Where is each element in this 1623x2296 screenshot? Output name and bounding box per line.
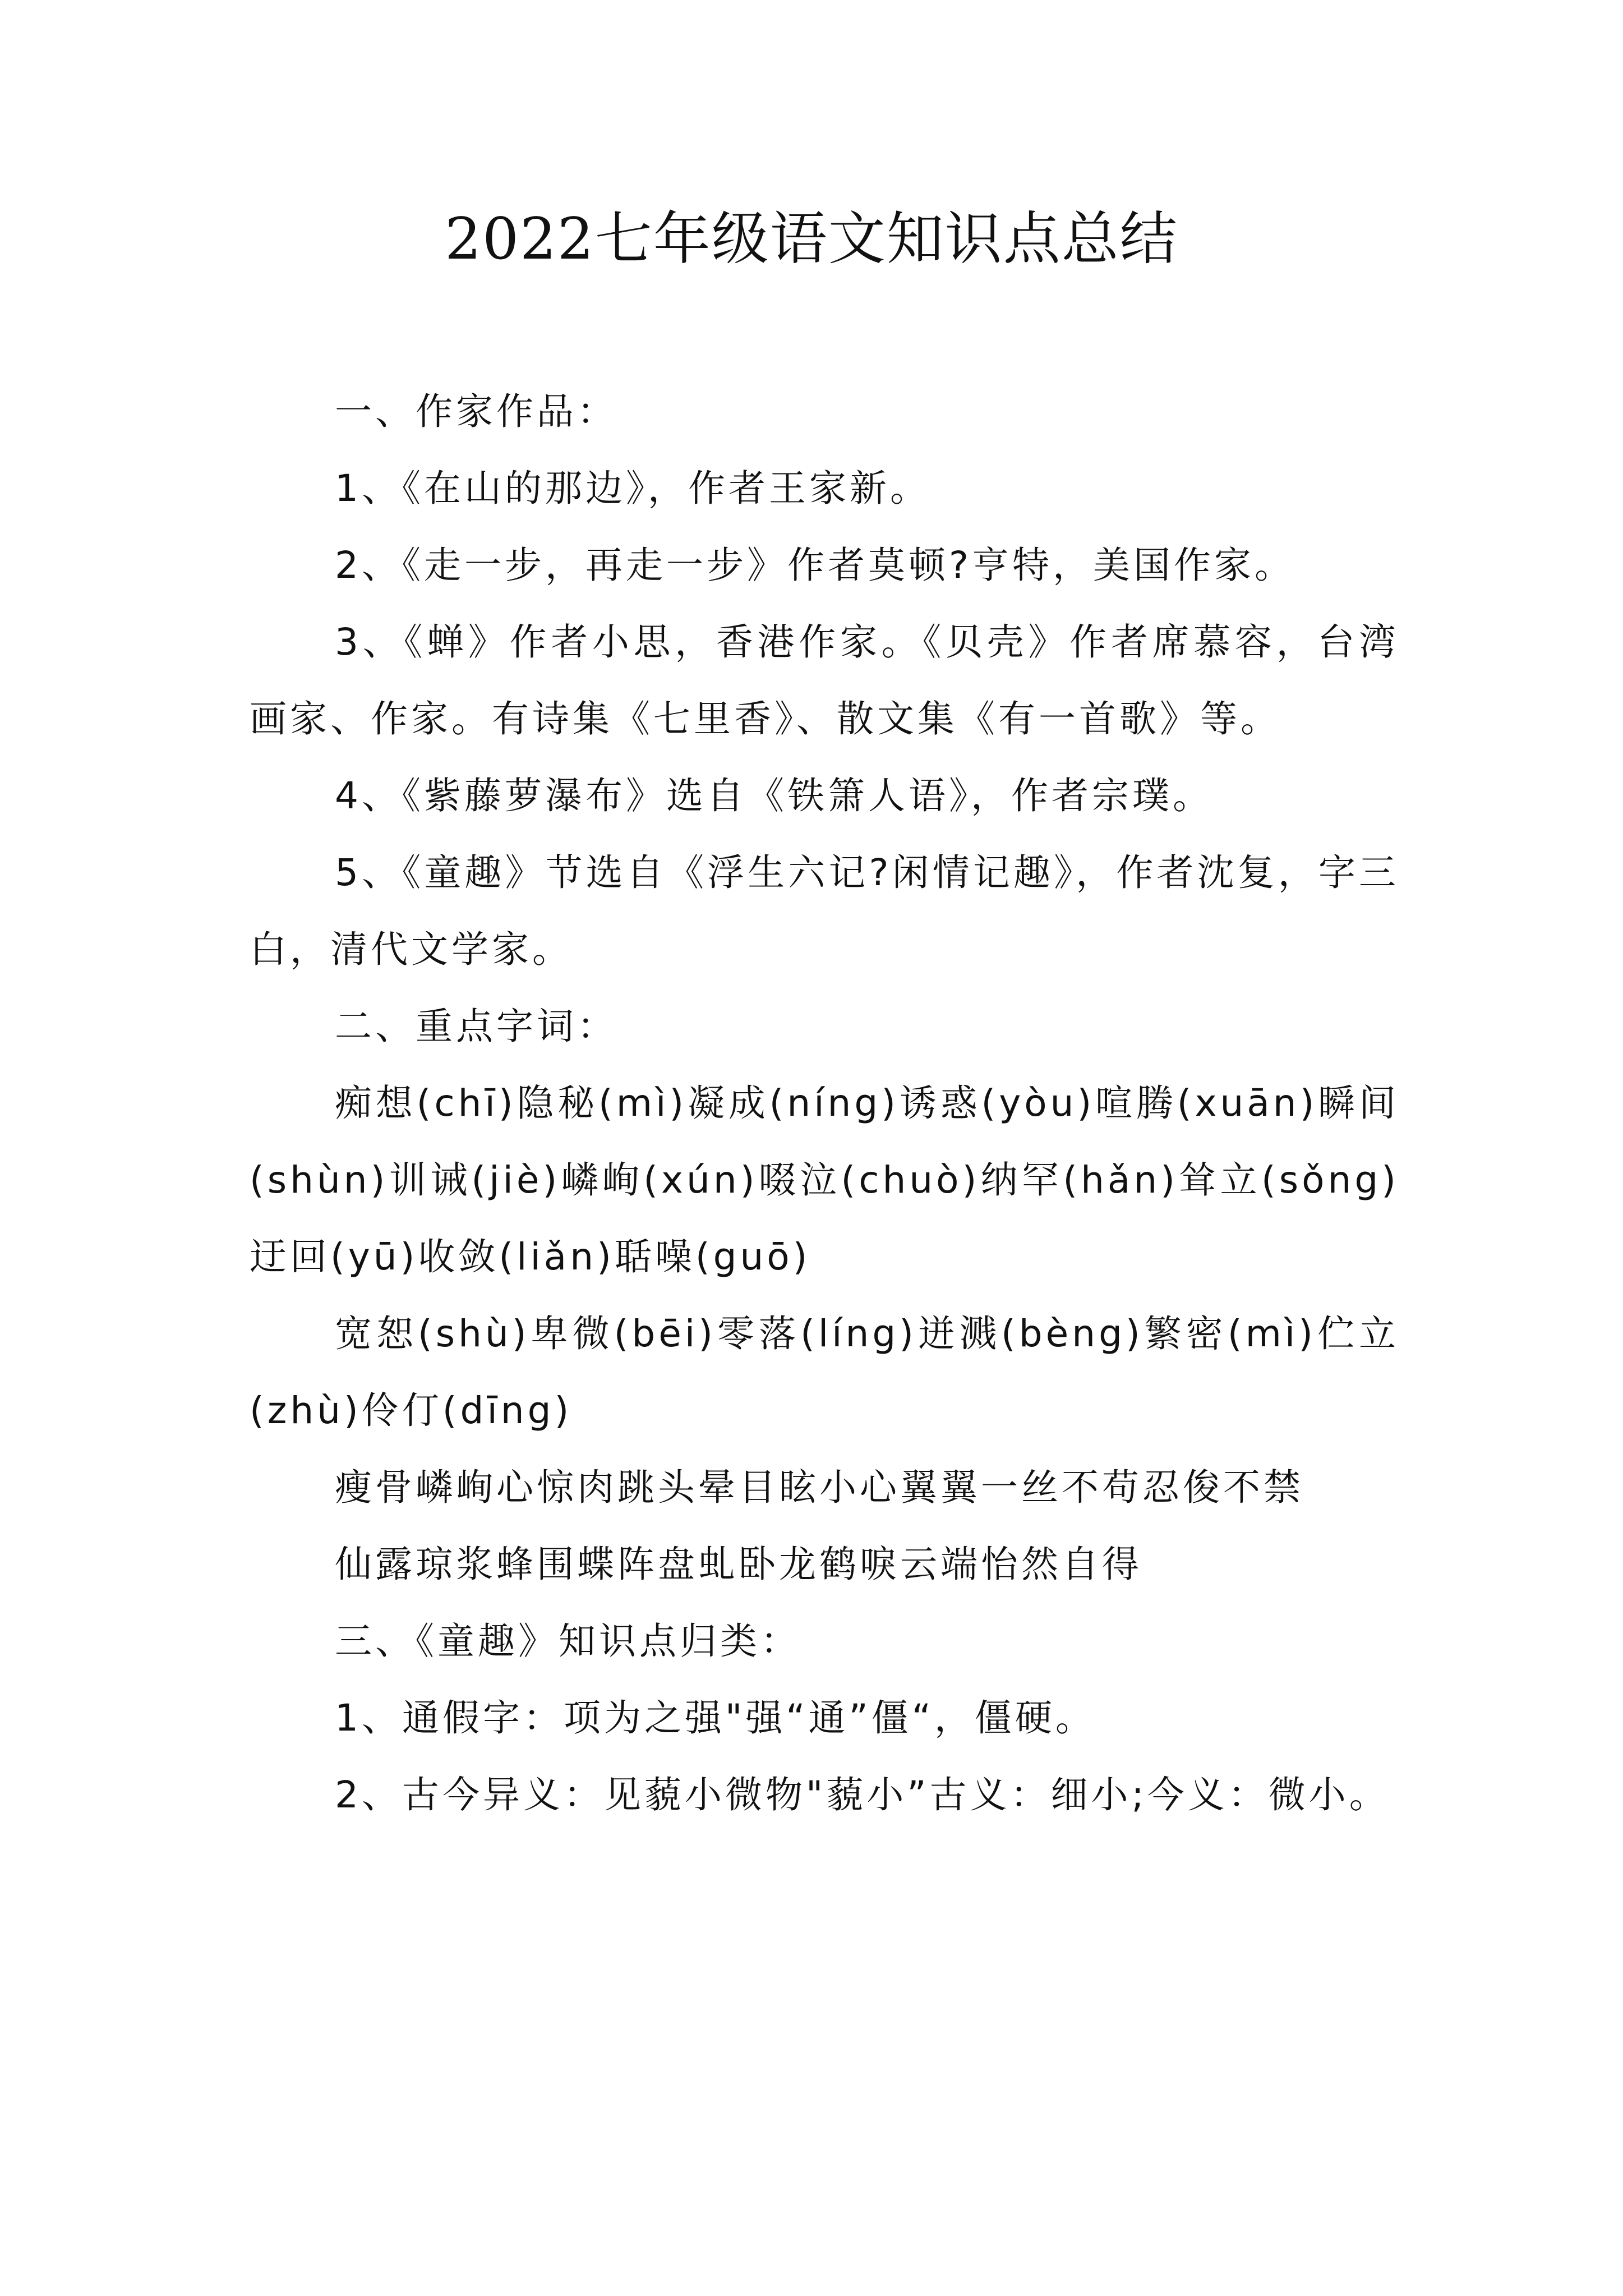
paragraph: 2、《走一步，再走一步》作者莫顿?亨特，美国作家。 xyxy=(335,544,1295,587)
document-title: 2022七年级语文知识点总结 xyxy=(445,206,1178,273)
paragraph: 1、《在山的那边》，作者王家新。 xyxy=(335,467,930,510)
paragraph: 宽恕(shù)卑微(bēi)零落(líng)迸溅(bèng)繁密(mì)伫立(zhù)伶仃(dīng) xyxy=(250,1312,1399,1432)
paragraph: 痴想(chī)隐秘(mì)凝成(níng)诱惑(yòu)喧腾(xuān)瞬间(shùn)训诫(jiè)嶙峋(xún)啜泣(chuò)纳罕(hǎn)耸立(sǒng)迂回(yū)收敛(liǎn)聒噪(guō) xyxy=(250,1082,1399,1278)
paragraph: 5、《童趣》节选自《浮生六记?闲情记趣》，作者沈复，字三白，清代文学家。 xyxy=(250,851,1399,971)
paragraph: 仙露琼浆蜂围蝶阵盘虬卧龙鹤唳云端怡然自得 xyxy=(335,1543,1142,1586)
paragraph: 1、通假字：项为之强"强“通”僵“，僵硬。 xyxy=(335,1696,1096,1740)
paragraph: 3、《蝉》作者小思，香港作家。《贝壳》作者席慕容，台湾画家、作家。有诗集《七里香》、散文集《有一首歌》等。 xyxy=(250,620,1399,740)
document-body xyxy=(250,373,1399,1833)
paragraph: 2、古今异义：见藐小微物"藐小”古义：细小;今义：微小。 xyxy=(335,1773,1390,1816)
paragraph: 4、《紫藤萝瀑布》选自《铁箫人语》，作者宗璞。 xyxy=(335,774,1213,817)
section-heading-tongqu: 三、《童趣》知识点归类： xyxy=(335,1619,801,1663)
section-heading-authors: 一、作家作品： xyxy=(335,390,617,433)
paragraph: 瘦骨嶙峋心惊肉跳头晕目眩小心翼翼一丝不苟忍俊不禁 xyxy=(335,1466,1304,1509)
section-heading-key-words: 二、重点字词： xyxy=(335,1005,617,1048)
